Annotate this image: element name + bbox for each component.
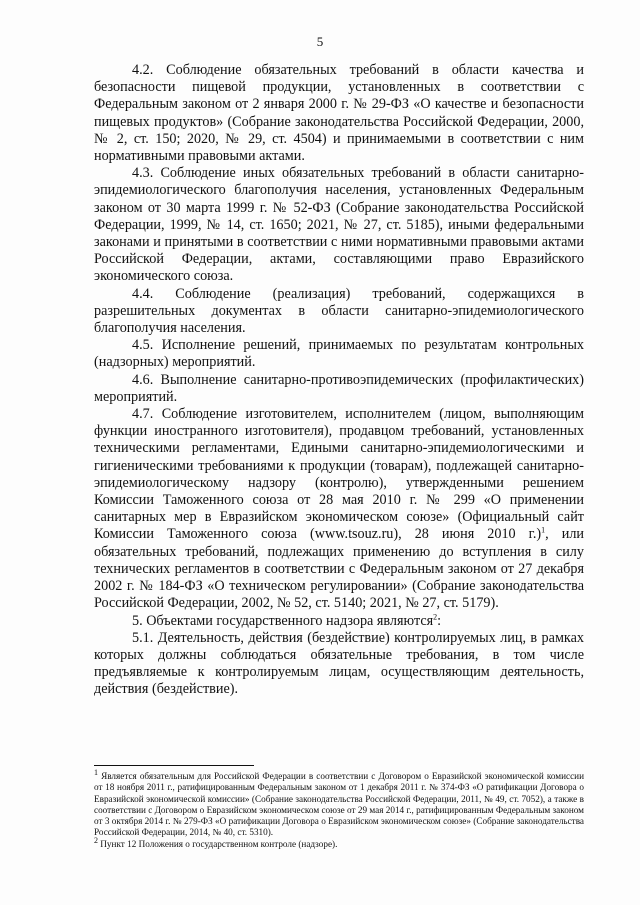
footnote-2-mark: 2: [94, 835, 98, 845]
footnote-1-text: Является обязательным для Российской Федерации в соответствии с Договором о Евразийской экономической комиссии от 18 ноября 2011 г., ратифицированным Федеральным законом от 1 декабря 2011 г. № 374-ФЗ «О ратификации Договора о Евразийской экономической комиссии» (Собрание законодательства Российской Федерации, 2011, № 49, ст. 7052), а также в соответствии с Договором о Евразийском экономическом союзе от 29 мая 2014 г., ратифицированным Федеральным законом от 3 октября 2014 г. № 279-ФЗ «О ратификации Договора о Евразийском экономическом союзе» (Собрание законодательства Российской Федерации, 2014, № 40, ст. 5310).: [94, 771, 584, 838]
footnote-2-text: Пункт 12 Положения о государственном контроле (надзоре).: [98, 838, 338, 849]
paragraph-5-colon: :: [437, 612, 442, 629]
footnote-2: [94, 835, 584, 850]
footnote-divider: [94, 765, 254, 766]
footnote-ref-2: 2: [433, 611, 438, 621]
paragraph-5-text: 5. Объектами государственного надзора являются: [132, 612, 434, 629]
paragraph-4-2: 4.2. Соблюдение обязательных требований в области качества и безопасности пищевой продукции, установленных в соответствии с Федеральным законом от 2 января 2000 г. № 29-ФЗ «О качестве и безопасности пищевых продуктов» (Собрание законодательства Российской Федерации, 2000, № 2, ст. 150; 2020, № 29, ст. 4504) и принимаемыми в соответствии с ним нормативными правовыми актами.: [94, 62, 584, 165]
paragraph-4-3: 4.3. Соблюдение иных обязательных требований в области санитарно-эпидемиологического благополучия населения, установленных Федеральным законом от 30 марта 1999 г. № 52-ФЗ (Собрание законодательства Российской Федерации, 1999, № 14, ст. 1650; 2021, № 27, ст. 5185), иными федеральными законами и принятыми в соответствии с ними нормативными правовыми актами Российской Федерации, актами, составляющими право Евразийского экономического союза.: [94, 165, 584, 285]
paragraph-4-7: [94, 406, 584, 612]
paragraph-4-7-text-end: , или обязательных требований, подлежащих применению до вступления в силу технических регламентов в соответствии с Федеральным законом от 27 декабря 2002 г. № 184-ФЗ «О техническом регулировании» (Собрание законодательства Российской Федерации, 2002, № 52, ст. 5140; 2021, № 27, ст. 5179).: [94, 526, 584, 612]
footnote-1: [94, 767, 584, 839]
paragraph-4-4: 4.4. Соблюдение (реализация) требований, содержащихся в разрешительных документах в области санитарно-эпидемиологического благополучия населения.: [94, 285, 584, 337]
paragraph-4-6: 4.6. Выполнение санитарно-противоэпидемических (профилактических) мероприятий.: [94, 371, 584, 405]
document-body: [94, 62, 584, 699]
footnote-1-mark: 1: [94, 767, 98, 777]
paragraph-4-5: 4.5. Исполнение решений, принимаемых по результатам контрольных (надзорных) мероприятий.: [94, 337, 584, 371]
footnote-ref-1: 1: [541, 525, 546, 535]
page-number: 5: [316, 34, 324, 49]
paragraph-5-1: 5.1. Деятельность, действия (бездействие) контролируемых лиц, в рамках которых должны соблюдаться обязательные требования, в том числе предъявляемые к контролируемым лицам, осуществляющим деятельность, действия (бездействие).: [94, 629, 584, 698]
footnotes: [94, 767, 584, 850]
paragraph-4-7-text-start: 4.7. Соблюдение изготовителем, исполнителем (лицом, выполняющим функции иностранного изготовителя), продавцом требований, установленных техническими регламентами, Едиными санитарно-эпидемиологическими и гигиеническими требованиями к продукции (товарам), подлежащей санитарно-эпидемиологическому надзору (контролю), утвержденными решением Комиссии Таможенного союза от 28 мая 2010 г. № 299 «О применении санитарных мер в Евразийском экономическом союзе» (Официальный сайт Комиссии Таможенного союза (www.tsouz.ru), 28 июня 2010 г.): [94, 406, 584, 543]
paragraph-5: [94, 613, 584, 630]
